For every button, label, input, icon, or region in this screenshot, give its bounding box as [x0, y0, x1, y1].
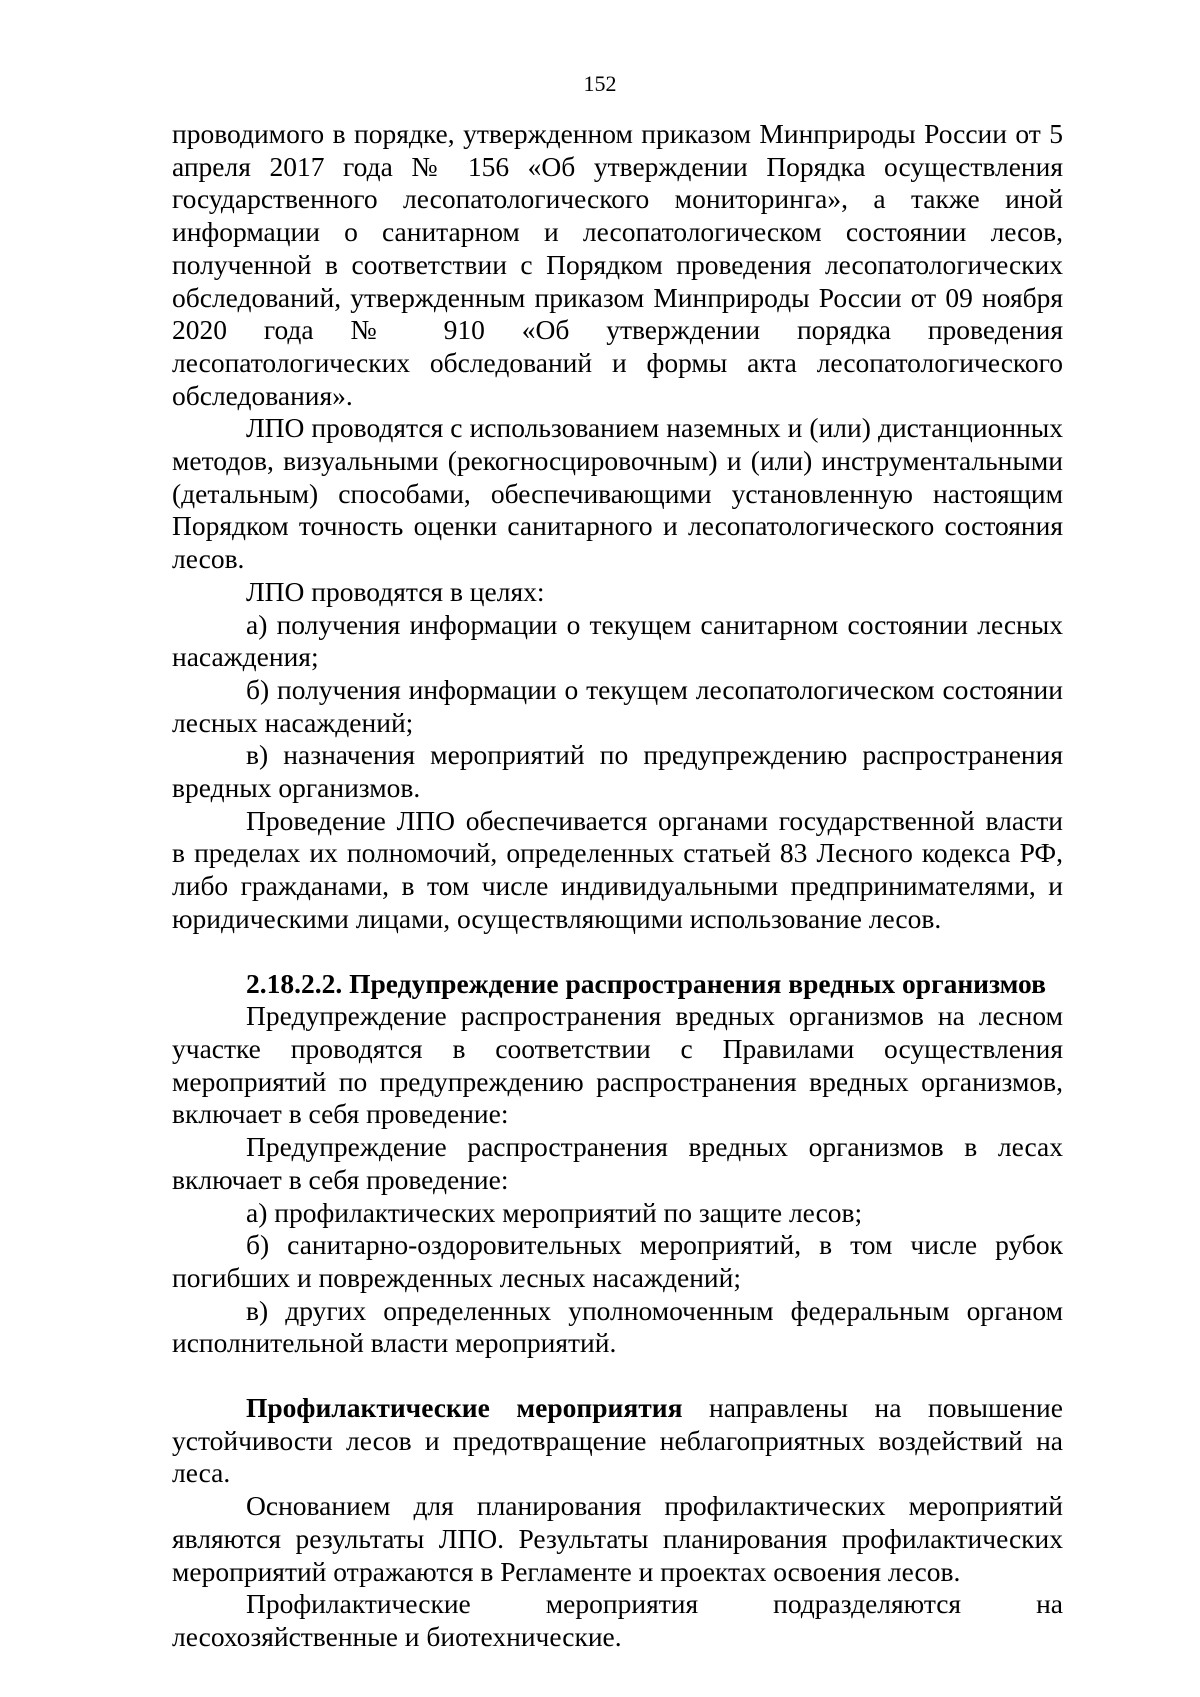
list-item-c: в) назначения мероприятий по предупреждению распространения вредных организмов. — [172, 739, 1063, 804]
paragraph-planning-basis: Основанием для планирования профилактических мероприятий являются результаты ЛПО. Результаты планирования профилактических мероприятий отражаются в Регламенте и проектах освоения лесов. — [172, 1490, 1063, 1587]
paragraph-prevention-includes: Предупреждение распространения вредных организмов в лесах включает в себя проведение: — [172, 1131, 1063, 1195]
paragraph-lpo-methods: ЛПО проводятся с использованием наземных и (или) дистанционных методов, визуальными (рекогносцировочным) и (или) инструментальными (детальным) способами, обеспечивающими установленную настоящим Порядком точность оценки санитарного и лесопатологического состояния лесов. — [172, 412, 1063, 575]
list-item-b: б) санитарно-оздоровительных мероприятий, в том числе рубок погибших и поврежденных лесных насаждений; — [172, 1229, 1063, 1293]
page-number: 152 — [583, 71, 617, 96]
list-item-b: б) получения информации о текущем лесопатологическом состоянии лесных насаждений; — [172, 673, 1063, 738]
paragraph-continuation: проводимого в порядке, утвержденном приказом Минприроды России от 5 апреля 2017 года № 156 «Об утверждении Порядка осуществления государственного лесопатологического мониторинга», а также иной информации о санитарном и лесопатологическом состоянии лесов, полученной в соответствии с Порядком проведения лесопатологических обследований, утвержденным приказом Минприроды России от 09 ноября 2020 года № 910 «Об утверждении порядка проведения лесопатологических обследований и формы акта лесопатологического обследования». — [172, 118, 1063, 411]
paragraph-preventive-measures — [172, 1392, 1063, 1490]
paragraph-prevention-rules: Предупреждение распространения вредных организмов на лесном участке проводятся в соответствии с Правилами осуществления мероприятий по предупреждению распространения вредных организмов, включает в себя проведение: — [172, 1000, 1063, 1130]
paragraph-text: направлены на повышение устойчивости лесов и предотвращение неблагоприятных воздействий на леса. — [172, 1392, 1063, 1489]
section-heading: 2.18.2.2. Предупреждение распространения вредных организмов — [246, 967, 1046, 999]
list-item-c: в) других определенных уполномоченным федеральным органом исполнительной власти мероприятий. — [172, 1294, 1063, 1359]
document-body — [172, 118, 1063, 1654]
paragraph-measure-types: Профилактические мероприятия подразделяются на лесохозяйственные и биотехнические. — [172, 1588, 1063, 1652]
paragraph-lpo-goals: ЛПО проводятся в целях: — [246, 575, 545, 607]
paragraph-lpo-provision: Проведение ЛПО обеспечивается органами государственной власти в пределах их полномочий, определенных статьей 83 Лесного кодекса РФ, либо гражданами, в том числе индивидуальными предпринимателями, и юридическими лицами, осуществляющими использование лесов. — [172, 804, 1063, 934]
list-item-a: а) профилактических мероприятий по защите лесов; — [246, 1196, 863, 1228]
bold-term: Профилактические мероприятия — [246, 1392, 683, 1424]
list-item-a: а) получения информации о текущем санитарном состоянии лесных насаждения; — [172, 608, 1063, 673]
